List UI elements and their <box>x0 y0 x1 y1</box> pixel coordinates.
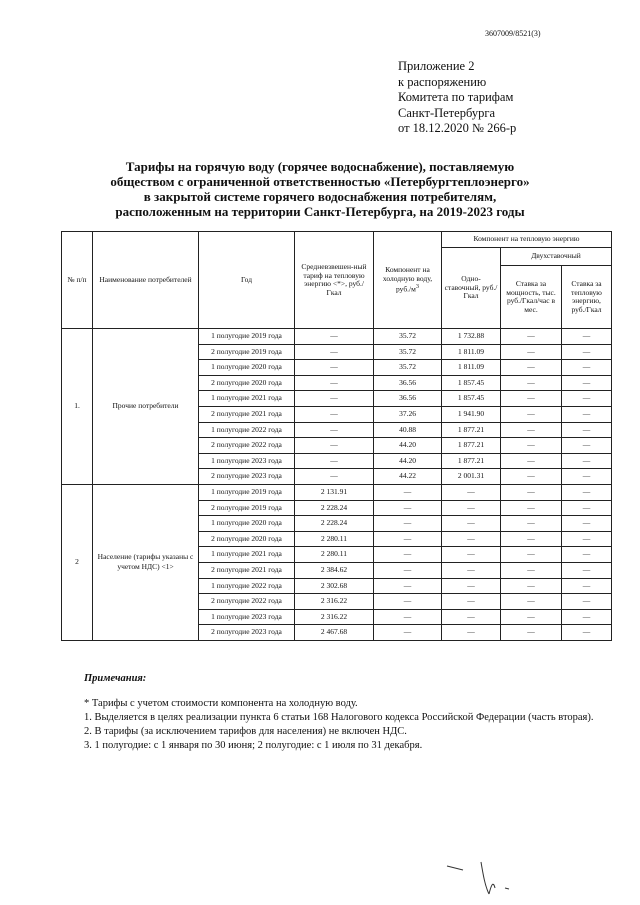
table-cell-one-rate: — <box>442 484 501 500</box>
table-cell-avg-tariff: — <box>295 469 374 485</box>
table-cell-period: 2 полугодие 2022 года <box>199 438 295 454</box>
table-cell-period: 1 полугодие 2021 года <box>199 547 295 563</box>
tariff-table-body <box>62 329 612 641</box>
header-cold-water <box>374 232 442 329</box>
table-cell-period: 2 полугодие 2020 года <box>199 375 295 391</box>
appendix-line: от 18.12.2020 № 266-р <box>398 121 517 135</box>
table-cell-cold-water: — <box>374 547 442 563</box>
table-cell-power-rate: — <box>501 453 562 469</box>
table-cell-period: 1 полугодие 2020 года <box>199 360 295 376</box>
table-cell-cold-water: 36.56 <box>374 391 442 407</box>
notes-title: Примечания: <box>84 673 147 684</box>
table-cell-power-rate: — <box>501 594 562 610</box>
table-cell-period: 1 полугодие 2020 года <box>199 516 295 532</box>
note-line: 3. 1 полугодие: с 1 января по 30 июня; 2 полугодие: с 1 июля по 31 декабря. <box>84 740 423 751</box>
table-cell-power-rate: — <box>501 484 562 500</box>
table-cell-energy-rate: — <box>562 438 612 454</box>
table-cell-avg-tariff: — <box>295 453 374 469</box>
table-cell-cold-water: — <box>374 594 442 610</box>
table-row <box>62 484 612 500</box>
table-cell-period: 1 полугодие 2019 года <box>199 484 295 500</box>
table-cell-period: 1 полугодие 2022 года <box>199 578 295 594</box>
appendix-line: к распоряжению <box>398 74 487 89</box>
table-cell-avg-tariff: 2 228.24 <box>295 516 374 532</box>
table-cell-avg-tariff: — <box>295 329 374 345</box>
table-cell-period: 2 полугодие 2019 года <box>199 500 295 516</box>
table-cell-energy-rate: — <box>562 516 612 532</box>
table-cell-power-rate: — <box>501 578 562 594</box>
table-cell-period: 1 полугодие 2022 года <box>199 422 295 438</box>
table-cell-period: 2 полугодие 2019 года <box>199 344 295 360</box>
table-cell-period: 1 полугодие 2023 года <box>199 453 295 469</box>
table-cell-one-rate: — <box>442 594 501 610</box>
header-power-rate: Ставка за мощность, тыс. руб./Гкал/час в мес. <box>501 266 562 329</box>
header-cold-water-unit: руб./м <box>396 284 416 294</box>
table-cell-consumer: Прочие потребители <box>93 329 199 485</box>
header-consumer: Наименование потребителей <box>93 232 199 329</box>
table-cell-power-rate: — <box>501 329 562 345</box>
header-cold-water-sup: 3 <box>415 283 419 290</box>
table-cell-energy-rate: — <box>562 406 612 422</box>
table-cell-energy-rate: — <box>562 531 612 547</box>
title-line: обществом с ограниченной ответственностью «Петербургтеплоэнерго» <box>110 174 530 189</box>
table-cell-avg-tariff: 2 467.68 <box>295 625 374 641</box>
header-heat-component: Компонент на тепловую энергию <box>442 232 612 248</box>
table-cell-cold-water: — <box>374 484 442 500</box>
table-cell-cold-water: 44.20 <box>374 453 442 469</box>
table-cell-cold-water: 44.20 <box>374 438 442 454</box>
header-energy-rate: Ставка за тепловую энергию, руб./Гкал <box>562 266 612 329</box>
note-line: * Тарифы с учетом стоимости компонента на холодную воду. <box>84 698 358 709</box>
table-cell-one-rate: — <box>442 547 501 563</box>
table-cell-one-rate: — <box>442 609 501 625</box>
title-line: в закрытой системе горячего водоснабжения потребителям, <box>143 189 497 204</box>
table-cell-cold-water: 37.26 <box>374 406 442 422</box>
table-cell-avg-tariff: — <box>295 438 374 454</box>
table-cell-energy-rate: — <box>562 562 612 578</box>
table-row <box>62 329 612 345</box>
note-line: 2. В тарифы (за исключением тарифов для населения) не включен НДС. <box>84 726 407 737</box>
table-cell-period: 2 полугодие 2023 года <box>199 469 295 485</box>
table-cell-power-rate: — <box>501 438 562 454</box>
table-cell-one-rate: 1 811.09 <box>442 344 501 360</box>
table-cell-one-rate: 1 857.45 <box>442 375 501 391</box>
table-cell-one-rate: 1 941.90 <box>442 406 501 422</box>
table-cell-period: 2 полугодие 2023 года <box>199 625 295 641</box>
table-cell-avg-tariff: 2 131.91 <box>295 484 374 500</box>
table-cell-cold-water: 35.72 <box>374 329 442 345</box>
table-cell-energy-rate: — <box>562 375 612 391</box>
table-cell-power-rate: — <box>501 375 562 391</box>
header-two-rate: Двухставочный <box>501 248 612 266</box>
table-cell-period: 2 полугодие 2022 года <box>199 594 295 610</box>
appendix-line: Санкт-Петербурга <box>398 105 496 120</box>
table-cell-avg-tariff: 2 384.62 <box>295 562 374 578</box>
table-cell-avg-tariff: — <box>295 391 374 407</box>
table-cell-power-rate: — <box>501 516 562 532</box>
appendix-line: Комитета по тарифам <box>398 90 514 104</box>
header-year: Год <box>199 232 295 329</box>
table-cell-one-rate: — <box>442 578 501 594</box>
table-cell-period: 1 полугодие 2021 года <box>199 391 295 407</box>
table-cell-avg-tariff: — <box>295 344 374 360</box>
table-cell-one-rate: — <box>442 516 501 532</box>
table-cell-period: 2 полугодие 2020 года <box>199 531 295 547</box>
table-cell-one-rate: — <box>442 531 501 547</box>
table-cell-power-rate: — <box>501 625 562 641</box>
table-cell-cold-water: — <box>374 625 442 641</box>
header-cold-water-text: Компонент на холодную воду, <box>382 265 433 283</box>
table-cell-one-rate: 1 877.21 <box>442 438 501 454</box>
table-cell-cold-water: — <box>374 516 442 532</box>
table-cell-avg-tariff: — <box>295 375 374 391</box>
table-cell-period: 2 полугодие 2021 года <box>199 562 295 578</box>
table-cell-one-rate: 2 001.31 <box>442 469 501 485</box>
table-cell-one-rate: — <box>442 500 501 516</box>
table-cell-num: 2 <box>62 484 93 640</box>
table-cell-avg-tariff: — <box>295 422 374 438</box>
signature-mark <box>445 858 535 898</box>
table-cell-cold-water: 36.56 <box>374 375 442 391</box>
table-cell-avg-tariff: 2 316.22 <box>295 609 374 625</box>
table-cell-cold-water: — <box>374 562 442 578</box>
table-cell-energy-rate: — <box>562 547 612 563</box>
table-cell-energy-rate: — <box>562 344 612 360</box>
table-cell-one-rate: 1 857.45 <box>442 391 501 407</box>
table-cell-cold-water: — <box>374 578 442 594</box>
table-cell-avg-tariff: 2 302.68 <box>295 578 374 594</box>
table-cell-one-rate: 1 811.09 <box>442 360 501 376</box>
table-cell-power-rate: — <box>501 422 562 438</box>
table-cell-energy-rate: — <box>562 391 612 407</box>
table-cell-one-rate: 1 877.21 <box>442 422 501 438</box>
table-cell-power-rate: — <box>501 391 562 407</box>
table-cell-energy-rate: — <box>562 484 612 500</box>
table-cell-one-rate: 1 877.21 <box>442 453 501 469</box>
table-cell-avg-tariff: 2 228.24 <box>295 500 374 516</box>
document-title <box>40 159 600 219</box>
table-cell-cold-water: — <box>374 531 442 547</box>
table-cell-power-rate: — <box>501 500 562 516</box>
document-code: 3607009/8521(3) <box>485 29 541 38</box>
table-cell-num: 1. <box>62 329 93 485</box>
appendix-line: Приложение 2 <box>398 59 475 73</box>
table-cell-one-rate: — <box>442 625 501 641</box>
table-cell-power-rate: — <box>501 360 562 376</box>
table-cell-energy-rate: — <box>562 360 612 376</box>
table-cell-avg-tariff: — <box>295 406 374 422</box>
table-cell-period: 1 полугодие 2019 года <box>199 329 295 345</box>
table-cell-cold-water: — <box>374 500 442 516</box>
header-num: № п/п <box>62 232 93 329</box>
table-cell-cold-water: 44.22 <box>374 469 442 485</box>
table-cell-energy-rate: — <box>562 594 612 610</box>
title-line: расположенным на территории Санкт-Петербурга, на 2019-2023 годы <box>115 204 525 219</box>
table-cell-energy-rate: — <box>562 329 612 345</box>
table-cell-energy-rate: — <box>562 453 612 469</box>
table-cell-cold-water: 35.72 <box>374 360 442 376</box>
table-cell-energy-rate: — <box>562 422 612 438</box>
table-cell-period: 2 полугодие 2021 года <box>199 406 295 422</box>
table-cell-energy-rate: — <box>562 625 612 641</box>
table-cell-power-rate: — <box>501 406 562 422</box>
table-cell-energy-rate: — <box>562 469 612 485</box>
appendix-block <box>398 59 516 137</box>
table-cell-avg-tariff: — <box>295 360 374 376</box>
table-cell-avg-tariff: 2 280.11 <box>295 531 374 547</box>
table-cell-energy-rate: — <box>562 578 612 594</box>
table-cell-power-rate: — <box>501 609 562 625</box>
table-cell-power-rate: — <box>501 531 562 547</box>
table-cell-power-rate: — <box>501 562 562 578</box>
table-cell-cold-water: 40.88 <box>374 422 442 438</box>
notes-block <box>84 672 594 753</box>
table-cell-energy-rate: — <box>562 500 612 516</box>
table-cell-avg-tariff: 2 316.22 <box>295 594 374 610</box>
table-cell-power-rate: — <box>501 469 562 485</box>
table-cell-power-rate: — <box>501 547 562 563</box>
table-cell-avg-tariff: 2 280.11 <box>295 547 374 563</box>
table-cell-one-rate: — <box>442 562 501 578</box>
table-cell-period: 1 полугодие 2023 года <box>199 609 295 625</box>
note-line: 1. Выделяется в целях реализации пункта 6 статьи 168 Налогового кодекса Российской Федерации (часть вторая). <box>84 712 594 723</box>
header-avg-tariff: Средневзвешен-ный тариф на тепловую энергию <*>, руб./Гкал <box>295 232 374 329</box>
tariff-table <box>61 231 612 641</box>
table-cell-cold-water: 35.72 <box>374 344 442 360</box>
table-cell-power-rate: — <box>501 344 562 360</box>
table-cell-energy-rate: — <box>562 609 612 625</box>
header-one-rate: Одно-ставочный, руб./Гкал <box>442 248 501 329</box>
table-cell-one-rate: 1 732.88 <box>442 329 501 345</box>
table-cell-consumer: Население (тарифы указаны с учетом НДС) <1> <box>93 484 199 640</box>
table-cell-cold-water: — <box>374 609 442 625</box>
title-line: Тарифы на горячую воду (горячее водоснабжение), поставляемую <box>125 159 515 174</box>
